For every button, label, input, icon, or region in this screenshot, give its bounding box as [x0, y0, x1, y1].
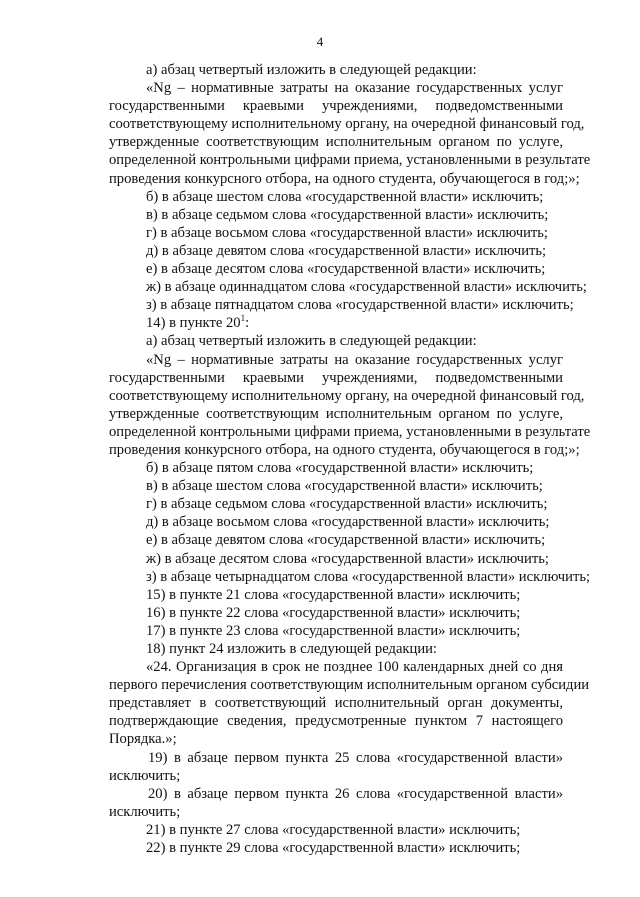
text-line-item-14 [109, 314, 563, 332]
document-body [109, 61, 591, 857]
text-line: а) абзац четвертый изложить в следующей редакции: [146, 62, 477, 78]
text-line: утвержденные соответствующим исполнительным органом по услуге, [109, 405, 563, 422]
text-line: определенной контрольными цифрами приема, установленными в результате [109, 423, 591, 440]
superscript: 1 [240, 313, 246, 324]
text-line: исключить; [109, 767, 181, 784]
text-line: д) в абзаце девятом слова «государственной власти» исключить; [146, 242, 547, 259]
text-line: первого перечисления соответствующим исполнительным органом субсидии [109, 677, 590, 694]
text-line: в) в абзаце седьмом слова «государственной власти» исключить; [146, 206, 549, 223]
page-number: 4 [316, 34, 324, 49]
text-line: 19) в абзаце первом пункта 25 слова «государственной власти» [148, 749, 563, 766]
text-line: проведения конкурсного отбора, на одного студента, обучающегося в год;»; [109, 170, 580, 187]
text-line: «Ng – нормативные затраты на оказание государственных услуг [146, 80, 563, 97]
text-line: е) в абзаце десятом слова «государственной власти» исключить; [146, 261, 546, 278]
item-14-colon: : [245, 315, 250, 332]
text-line: 17) в пункте 23 слова «государственной власти» исключить; [146, 622, 521, 639]
text-line: в) в абзаце шестом слова «государственной власти» исключить; [146, 478, 543, 495]
text-line: з) в абзаце пятнадцатом слова «государственной власти» исключить; [146, 297, 574, 314]
text-line: 20) в абзаце первом пункта 26 слова «государственной власти» [148, 785, 563, 802]
text-line: соответствующему исполнительному органу, на очередной финансовый год, [109, 387, 585, 404]
text-line: д) в абзаце восьмом слова «государственной власти» исключить; [146, 514, 550, 531]
text-line: 18) пункт 24 изложить в следующей редакции: [146, 641, 437, 657]
text-line: 16) в пункте 22 слова «государственной власти» исключить; [146, 604, 521, 621]
item-14-text: 14) в пункте 20 [146, 315, 241, 332]
text-line: соответствующему исполнительному органу, на очередной финансовый год, [109, 116, 585, 133]
text-line: а) абзац четвертый изложить в следующей редакции: [146, 333, 477, 350]
text-line: исключить; [109, 803, 181, 820]
text-line: 21) в пункте 27 слова «государственной власти» исключить; [146, 821, 521, 838]
text-line: государственными краевыми учреждениями, подведомственными [109, 369, 563, 386]
text-line: подтверждающие сведения, предусмотренные пунктом 7 настоящего [109, 713, 563, 730]
text-line: 15) в пункте 21 слова «государственной власти» исключить; [146, 586, 521, 603]
text-line: определенной контрольными цифрами приема, установленными в результате [109, 152, 591, 169]
text-line: г) в абзаце седьмом слова «государственной власти» исключить; [146, 496, 548, 513]
text-line: 22) в пункте 29 слова «государственной власти» исключить; [146, 840, 521, 857]
text-line: е) в абзаце девятом слова «государственной власти» исключить; [146, 532, 546, 549]
text-line: ж) в абзаце десятом слова «государственной власти» исключить; [146, 550, 549, 567]
text-line: б) в абзаце шестом слова «государственной власти» исключить; [146, 188, 544, 205]
text-line: «Ng – нормативные затраты на оказание государственных услуг [146, 351, 563, 368]
text-line: ж) в абзаце одиннадцатом слова «государственной власти» исключить; [146, 279, 587, 296]
text-line: государственными краевыми учреждениями, подведомственными [109, 98, 563, 115]
text-line: проведения конкурсного отбора, на одного студента, обучающегося в год;»; [109, 441, 580, 458]
text-line: представляет в соответствующий исполнительный орган документы, [109, 695, 563, 712]
text-line: утвержденные соответствующим исполнительным органом по услуге, [109, 134, 563, 151]
text-line: з) в абзаце четырнадцатом слова «государственной власти» исключить; [146, 568, 591, 585]
text-line: г) в абзаце восьмом слова «государственной власти» исключить; [146, 224, 548, 241]
text-line: б) в абзаце пятом слова «государственной власти» исключить; [146, 460, 534, 477]
text-line: Порядка.»; [109, 731, 177, 748]
text-line: «24. Организация в срок не позднее 100 календарных дней со дня [146, 659, 563, 676]
